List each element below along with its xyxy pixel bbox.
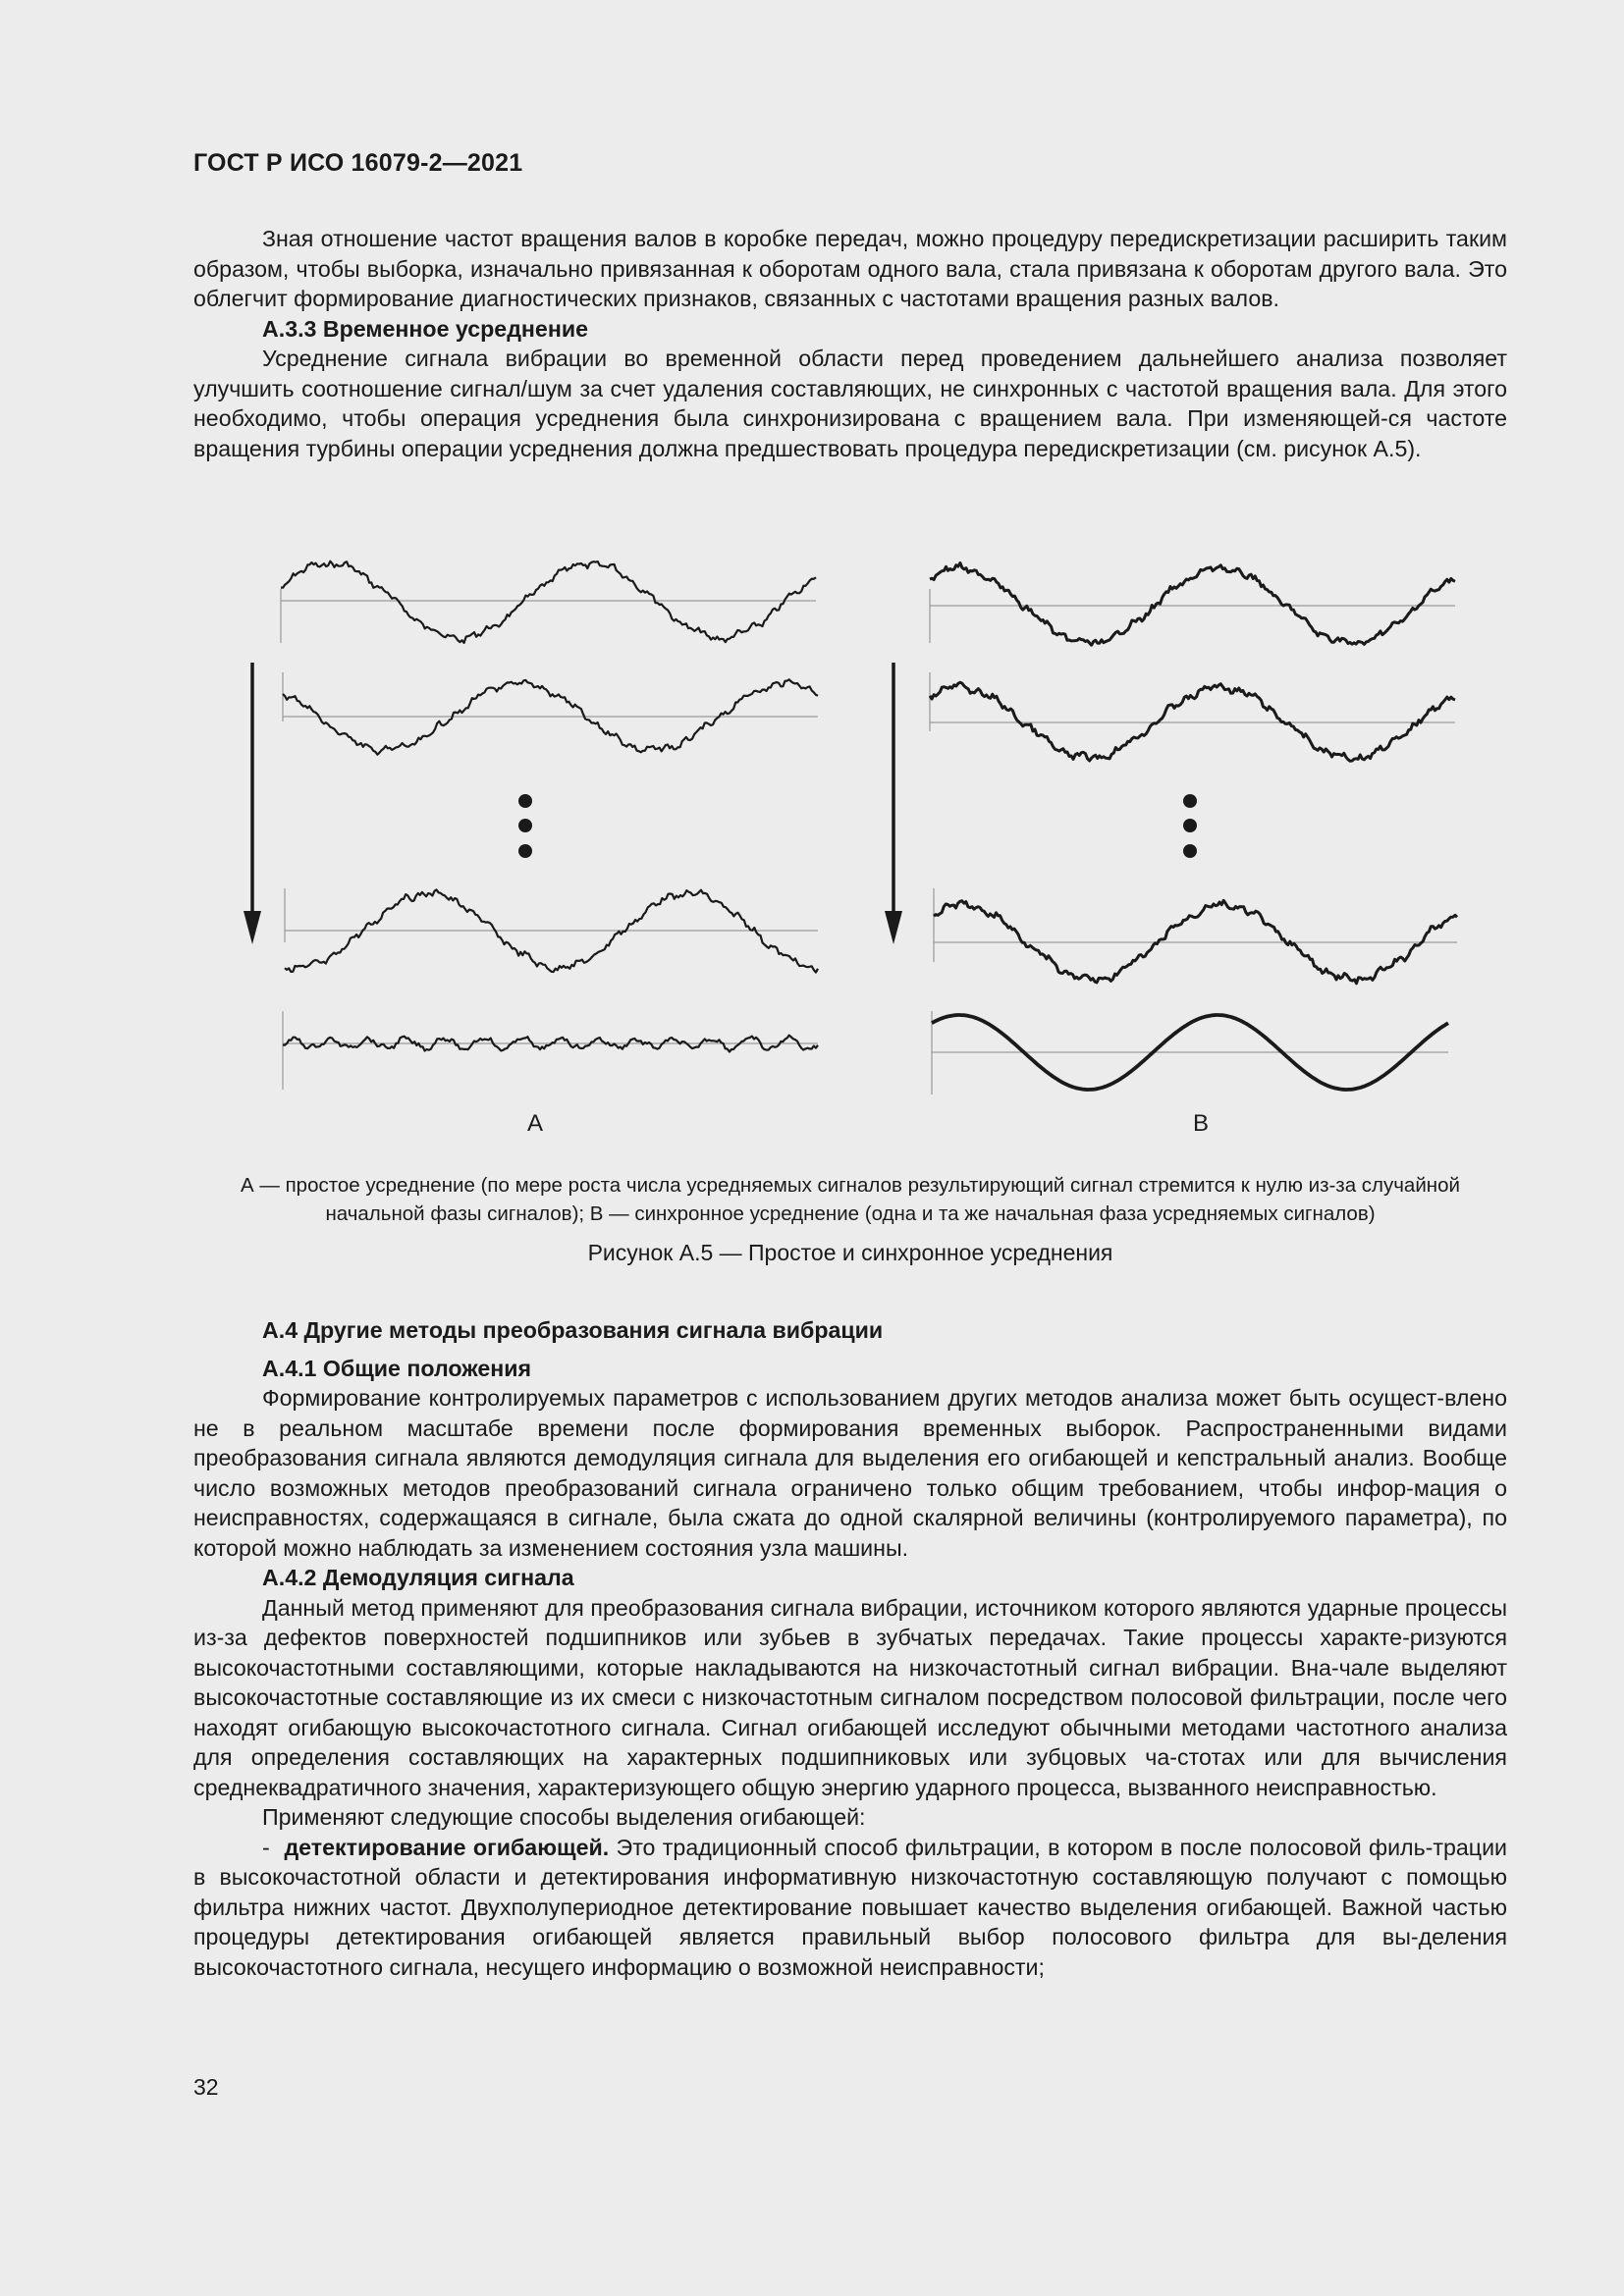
waveform-signal — [930, 563, 1455, 646]
waveform-signal — [930, 682, 1455, 761]
bullet-text: Это традиционный способ фильтрации, в котором в после полосовой филь-трации в высокочастотной области и детектирования информативную низкочастотную составляющую получают с помощью фильтра нижних частот. Двухполупериодное детектирование повышает качество выделения огибающей. Важной частью процедуры детектирования огибающей является правильный выбор полосового фильтра для вы-деления высокочастотного сигнала, несущего информацию о возможной неисправности; — [193, 1834, 1507, 1980]
ellipsis-dots-icon — [518, 794, 532, 858]
page-number: 32 — [193, 2074, 219, 2100]
section-heading-a4: А.4 Другие методы преобразования сигнала вибрации — [262, 1317, 884, 1343]
section-heading-a41: А.4.1 Общие положения — [262, 1355, 532, 1381]
figure-column-a — [281, 561, 818, 1090]
arrow-down-icon — [244, 663, 261, 944]
figure-label-b: В — [1192, 1110, 1210, 1137]
paragraph-a41: Формирование контролируемых параметров с использованием других методов анализа может быть осущест-влено не в реальном масштабе времени после формирования временных выборок. Распространенными видами преобразования сигнала являются демодуляция сигнала для выделения его огибающей и кепстральный анализ. Вообще число возможных методов преобразований сигнала ограничено только общим требованием, чтобы инфор-мация о неисправностях, содержащаяся в сигнале, была сжата до одной скалярной величины (контролируемого параметра), по которой можно наблюдать за изменением состояния узла машины. — [193, 1385, 1507, 1561]
section-intro-a33 — [193, 224, 1507, 463]
section-a4 — [193, 1315, 1507, 1982]
arrow-down-icon — [885, 663, 902, 944]
paragraph-a42: Данный метод применяют для преобразования сигнала вибрации, источником которого являются ударные процессы из-за дефектов поверхностей подшипников или зубьев в зубчатых передачах. Такие процессы характе-ризуются высокочастотными составляющими, которые накладываются на низкочастотный сигнал вибрации. Вна-чале выделяют высокочастотные составляющие из их смеси с низкочастотным сигналом посредством полосовой фильтрации, после чего находят огибающую высокочастотного сигнала. Сигнал огибающей исследуют обычными методами частотного анализа для определения составляющих на характерных подшипниковых или зубцовых ча-стотах или для вычисления среднеквадратичного значения, характеризующего общую энергию ударного процесса, вызванного неисправностью. — [193, 1594, 1507, 1800]
figure-label-a: А — [526, 1110, 544, 1137]
figure-title: Рисунок А.5 — Простое и синхронное усреднения — [587, 1240, 1113, 1265]
section-heading-a42: А.4.2 Демодуляция сигнала — [262, 1565, 574, 1590]
figure-a5 — [226, 550, 1492, 1139]
methods-intro: Применяют следующие способы выделения огибающей: — [262, 1804, 866, 1830]
intro-paragraph: Зная отношение частот вращения валов в коробке передач, можно процедуру передискретизации расширить таким образом, чтобы выборка, изначально привязанная к оборотам одного вала, стала привязана к оборотам другого вала. Это облегчит формирование диагностических признаков, связанных с частотами вращения разных валов. — [193, 226, 1507, 311]
figure-note: А — простое усреднение (по мере роста числа усредняемых сигналов результирующий сигнал стремится к нулю из-за случайной начальной фазы сигналов); В — синхронное усреднение (одна и та же начальная фаза усредняемых сигналов) — [241, 1174, 1460, 1225]
ellipsis-dots-icon — [1183, 794, 1197, 858]
paragraph-a33: Усреднение сигнала вибрации во временной области перед проведением дальнейшего анализа позволяет улучшить соотношение сигнал/шум за счет удаления составляющих, не синхронных с частотой вращения вала. Для этого необходимо, чтобы операция усреднения была синхронизирована с вращением вала. При изменяющей-ся частоте вращения турбины операции усреднения должна предшествовать процедура передискретизации (см. рисунок А.5). — [193, 346, 1507, 461]
document-header: ГОСТ Р ИСО 16079-2—2021 — [193, 149, 523, 177]
waveform-signal — [281, 561, 816, 643]
section-heading-a33: А.3.3 Временное усреднение — [262, 315, 588, 342]
bullet-envelope-detection — [193, 1833, 1507, 1983]
bullet-term: детектирование огибающей. — [284, 1834, 610, 1860]
bullet-dash: - — [262, 1834, 270, 1860]
